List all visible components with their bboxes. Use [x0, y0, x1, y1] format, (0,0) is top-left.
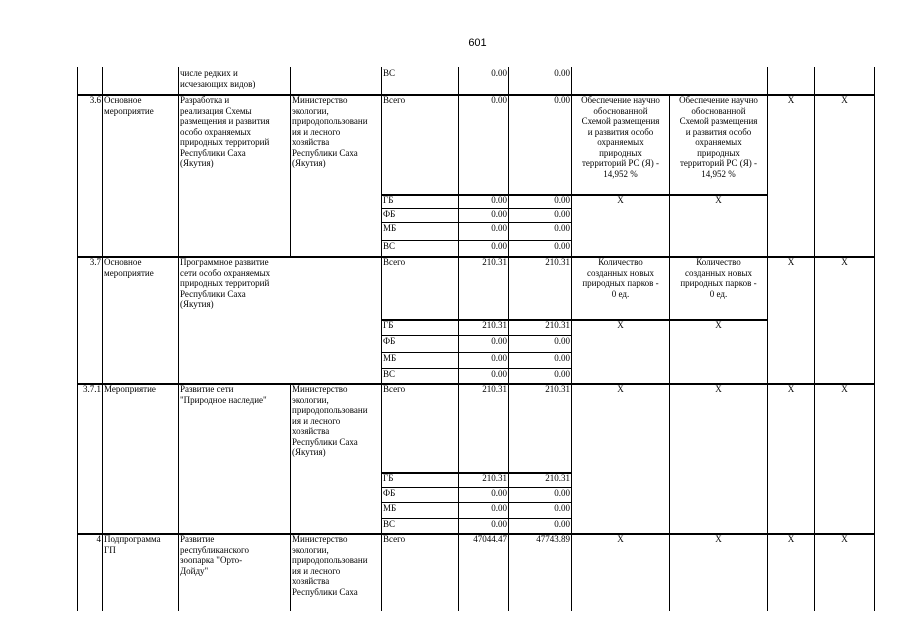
table-vertical-rule	[571, 67, 572, 95]
table-vertical-rule	[102, 67, 103, 611]
funding-source: Всего	[383, 95, 406, 105]
amount-actual: 47743.89	[536, 534, 570, 544]
activity-name: числе редких и исчезающих видов)	[180, 68, 256, 89]
amount-planned: 0.00	[491, 519, 507, 529]
page-number: 601	[468, 37, 487, 49]
amount-planned: 0.00	[491, 503, 507, 513]
amount-actual: 0.00	[554, 223, 570, 233]
amount-planned: 0.00	[491, 68, 507, 78]
table-vertical-rule	[814, 67, 815, 611]
funding-source: ФБ	[383, 488, 396, 498]
funding-source: ФБ	[383, 209, 396, 219]
amount-planned: 0.00	[491, 95, 507, 105]
funding-source: МБ	[383, 223, 397, 233]
table-vertical-rule	[178, 67, 179, 611]
amount-actual: 210.31	[545, 384, 570, 394]
table-vertical-rule	[290, 383, 291, 611]
funding-source: ВС	[383, 68, 396, 78]
amount-actual: 0.00	[554, 503, 570, 513]
amount-actual: 0.00	[554, 519, 570, 529]
indicator-actual: Количество созданных новых природных парков - 0 ед.	[680, 257, 757, 299]
table-vertical-rule	[458, 67, 459, 611]
amount-planned: 0.00	[491, 353, 507, 363]
amount-planned: 0.00	[491, 195, 507, 205]
activity-type: Подпрограмма ГП	[104, 534, 161, 555]
amount-actual: 0.00	[554, 336, 570, 346]
amount-planned: 0.00	[491, 241, 507, 251]
table-vertical-rule	[381, 67, 382, 611]
indicator-actual: X	[715, 195, 722, 205]
executor: Министерство экологии, природопользовани ия и лесного хозяйства Республики Саха (Якутия)	[292, 95, 368, 168]
amount-actual: 0.00	[554, 209, 570, 219]
amount-actual: 210.31	[545, 257, 570, 267]
amount-planned: 210.31	[482, 473, 507, 483]
row-number: 3.7.1	[83, 384, 101, 394]
funding-source: ВС	[383, 369, 396, 379]
mark-x: X	[841, 257, 848, 267]
amount-actual: 0.00	[554, 353, 570, 363]
indicator-planned: X	[617, 384, 624, 394]
table-vertical-rule	[767, 67, 768, 611]
activity-name: Развитие сети "Природное наследие"	[180, 384, 267, 405]
mark-x: X	[841, 95, 848, 105]
funding-source: МБ	[383, 503, 397, 513]
funding-source: Всего	[383, 384, 406, 394]
row-number: 3.6	[89, 95, 101, 105]
amount-actual: 0.00	[554, 241, 570, 251]
amount-planned: 210.31	[482, 384, 507, 394]
mark-x: X	[787, 384, 795, 394]
table-vertical-rule	[77, 67, 78, 611]
mark-x: X	[787, 257, 795, 267]
indicator-planned: Обеспечение научно обоснованной Схемой размещения и развития особо охраняемых природных территорий РС (Я) - 14,952 %	[581, 95, 660, 179]
amount-planned: 210.31	[482, 320, 507, 330]
indicator-planned: X	[617, 534, 624, 544]
funding-source: ФБ	[383, 336, 396, 346]
indicator-planned: X	[617, 320, 624, 330]
activity-type: Мероприятие	[104, 384, 156, 394]
amount-actual: 210.31	[545, 320, 570, 330]
mark-x: X	[841, 384, 848, 394]
mark-x: X	[841, 534, 848, 544]
amount-actual: 0.00	[554, 369, 570, 379]
funding-source: ГБ	[383, 195, 394, 205]
amount-planned: 0.00	[491, 223, 507, 233]
row-number: 3.7	[89, 257, 101, 267]
funding-source: ВС	[383, 241, 396, 251]
amount-planned: 0.00	[491, 209, 507, 219]
amount-actual: 0.00	[554, 488, 570, 498]
activity-name: Развитие республиканского зоопарка "Орто- Дойду"	[180, 534, 249, 576]
activity-type: Основное мероприятие	[104, 257, 154, 278]
table-vertical-rule	[874, 67, 875, 611]
executor: Министерство экологии, природопользовани ия и лесного хозяйства Республики Саха (Якутия)	[292, 384, 368, 457]
amount-actual: 0.00	[554, 195, 570, 205]
funding-source: Всего	[383, 257, 406, 267]
funding-source: Всего	[383, 534, 406, 544]
activity-type: Основное мероприятие	[104, 95, 154, 116]
funding-source: МБ	[383, 353, 397, 363]
indicator-actual: X	[715, 534, 722, 544]
amount-planned: 210.31	[482, 257, 507, 267]
activity-name: Разработка и реализация Схемы размещения и развития особо охраняемых природных территорий Республики Саха (Якутия)	[180, 95, 270, 168]
executor: Министерство экологии, природопользовани ия и лесного хозяйства Республики Саха	[292, 534, 368, 597]
amount-actual: 0.00	[554, 68, 570, 78]
amount-planned: 0.00	[491, 488, 507, 498]
amount-planned: 47044.47	[473, 534, 507, 544]
activity-name: Программное развитие сети особо охраняемых природных территорий Республики Саха (Якутия)	[180, 257, 271, 309]
funding-source: ГБ	[383, 473, 394, 483]
table-vertical-rule	[508, 67, 509, 611]
amount-planned: 0.00	[491, 336, 507, 346]
row-number: 4	[96, 534, 101, 544]
mark-x: X	[787, 534, 795, 544]
mark-x: X	[787, 95, 795, 105]
amount-planned: 0.00	[491, 369, 507, 379]
indicator-planned: Количество созданных новых природных парков - 0 ед.	[582, 257, 659, 299]
amount-actual: 0.00	[554, 95, 570, 105]
funding-source: ВС	[383, 519, 396, 529]
indicator-actual: Обеспечение научно обоснованной Схемой размещения и развития особо охраняемых природных территорий РС (Я) - 14,952 %	[679, 95, 758, 179]
indicator-actual: X	[715, 320, 722, 330]
funding-source: ГБ	[383, 320, 394, 330]
indicator-actual: X	[715, 384, 722, 394]
indicator-planned: X	[617, 195, 624, 205]
amount-actual: 210.31	[545, 473, 570, 483]
